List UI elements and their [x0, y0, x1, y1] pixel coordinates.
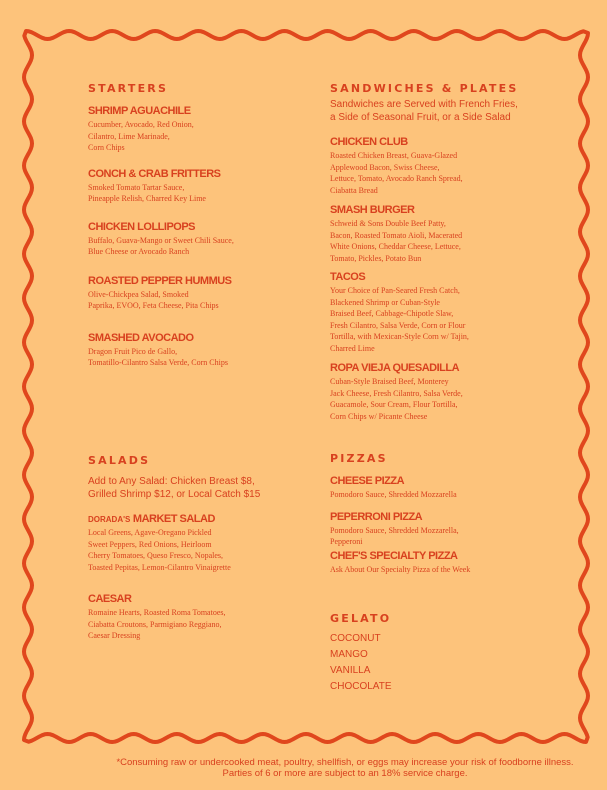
item-desc: Schweid & Sons Double Beef Patty, Bacon, Roasted Tomato Aioli, Macerated White Onions, Cheddar Cheese, Lettuce, Tomato, Pickles, Potato Bun — [330, 219, 463, 263]
menu-item-market-salad — [88, 513, 303, 573]
menu-item-conch-crab-fritters — [88, 168, 303, 205]
gelato-item-coconut: COCONUT — [330, 633, 381, 644]
sandwiches-note: Sandwiches are Served with French Fries, a Side of Seasonal Fruit, or a Side Salad — [330, 99, 518, 123]
gelato-section — [330, 612, 560, 695]
menu-item-shrimp-aguachile — [88, 105, 303, 154]
item-desc: Buffalo, Guava-Mango or Sweet Chili Sauce, Blue Cheese or Avocado Ranch — [88, 235, 234, 256]
item-name-main: MARKET SALAD — [132, 513, 215, 525]
item-name: CHICKEN CLUB — [330, 136, 408, 148]
pizzas-section — [330, 452, 560, 575]
item-desc: Your Choice of Pan-Seared Fresh Catch, Blackened Shrimp or Cuban-Style Braised Beef, Cabbage-Chipotle Slaw, Fresh Cilantro, Salsa Verde, Corn or Flour Tortilla, with Mexican-Style Corn w/ Tajin, Charred Lime — [330, 286, 469, 353]
section-title-pizzas: PIZZAS — [330, 452, 388, 465]
sandwiches-section — [330, 82, 560, 422]
item-name: CHEF'S SPECIALTY PIZZA — [330, 549, 458, 562]
item-name: SMASH BURGER — [330, 204, 415, 216]
item-desc: Pomodoro Sauce, Shredded Mozzarella, Pepperoni — [330, 525, 459, 546]
menu-item-roasted-pepper-hummus — [88, 275, 303, 312]
gelato-list — [330, 631, 560, 695]
menu-item-tacos — [330, 271, 560, 354]
disclaimer-service-charge: Parties of 6 or more are subject to an 18% service charge. — [222, 768, 468, 779]
item-desc: Romaine Hearts, Roasted Roma Tomatoes, Ciabatta Croutons, Parmigiano Reggiano, Caesar Dressing — [88, 608, 226, 640]
item-name: SMASHED AVOCADO — [88, 331, 194, 344]
section-title-salads: SALADS — [88, 454, 151, 467]
item-name: SHRIMP AGUACHILE — [88, 105, 191, 117]
menu-item-caesar — [88, 593, 303, 642]
menu-item-smash-burger — [330, 204, 560, 264]
menu-item-smashed-avocado — [88, 332, 303, 369]
item-name: CHEESE PIZZA — [330, 475, 405, 487]
menu-item-chicken-lollipops — [88, 221, 303, 258]
salads-section — [88, 454, 303, 642]
item-desc: Smoked Tomato Tartar Sauce, Pineapple Relish, Charred Key Lime — [88, 182, 206, 203]
section-title-starters: STARTERS — [88, 82, 169, 95]
item-name-prefix: DORADA'S — [88, 515, 131, 524]
menu-item-chicken-club — [330, 136, 560, 196]
menu-item-chefs-specialty-pizza — [330, 550, 560, 576]
item-desc: Cucumber, Avocado, Red Onion, Cilantro, Lime Marinade, Corn Chips — [88, 120, 194, 152]
item-name — [88, 513, 303, 525]
item-name: PEPERRONI PIZZA — [330, 510, 423, 523]
section-title-sandwiches: SANDWICHES & PLATES — [330, 82, 519, 95]
gelato-item-vanilla: VANILLA — [330, 665, 371, 676]
menu-item-cheese-pizza — [330, 475, 560, 501]
item-desc: Dragon Fruit Pico de Gallo, Tomatillo-Cilantro Salsa Verde, Corn Chips — [88, 346, 228, 367]
salads-addon-note: Add to Any Salad: Chicken Breast $8, Grilled Shrimp $12, or Local Catch $15 — [88, 476, 261, 500]
item-desc: Olive-Chickpea Salad, Smoked Paprika, EVOO, Feta Cheese, Pita Chips — [88, 289, 219, 310]
item-desc: Cuban-Style Braised Beef, Monterey Jack Cheese, Fresh Cilantro, Salsa Verde, Guacamole, Sour Cream, Flour Tortilla, Corn Chips w/ Picante Cheese — [330, 377, 463, 421]
item-desc: Roasted Chicken Breast, Guava-Glazed Applewood Bacon, Swiss Cheese, Lettuce, Tomato, Avocado Ranch Spread, Ciabatta Bread — [330, 151, 463, 195]
gelato-item-chocolate: CHOCOLATE — [330, 681, 392, 692]
section-title-gelato: GELATO — [330, 612, 392, 625]
item-name: ROASTED PEPPER HUMMUS — [88, 274, 232, 287]
gelato-item-mango: MANGO — [330, 649, 368, 660]
item-name: CHICKEN LOLLIPOPS — [88, 220, 196, 233]
item-desc: Ask About Our Specialty Pizza of the Week — [330, 564, 471, 574]
menu-item-peperroni-pizza — [330, 511, 560, 548]
item-name: CONCH & CRAB FRITTERS — [88, 167, 221, 180]
item-desc: Local Greens, Agave-Oregano Pickled Sweet Peppers, Red Onions, Heirloom Cherry Tomatoes, Queso Fresco, Nopales, Toasted Pepitas, Lemon-Cilantro Vinaigrette — [88, 528, 231, 572]
item-name: TACOS — [330, 271, 366, 283]
item-name: CAESAR — [88, 593, 132, 605]
menu-item-ropa-vieja-quesadilla — [330, 362, 560, 422]
item-name: ROPA VIEJA QUESADILLA — [330, 362, 460, 374]
footer-disclaimer — [90, 757, 600, 779]
item-desc: Pomodoro Sauce, Shredded Mozzarella — [330, 490, 457, 499]
starters-section — [88, 82, 303, 369]
disclaimer-raw-food-warning: *Consuming raw or undercooked meat, poultry, shellfish, or eggs may increase your risk of foodborne illness. — [116, 757, 574, 768]
